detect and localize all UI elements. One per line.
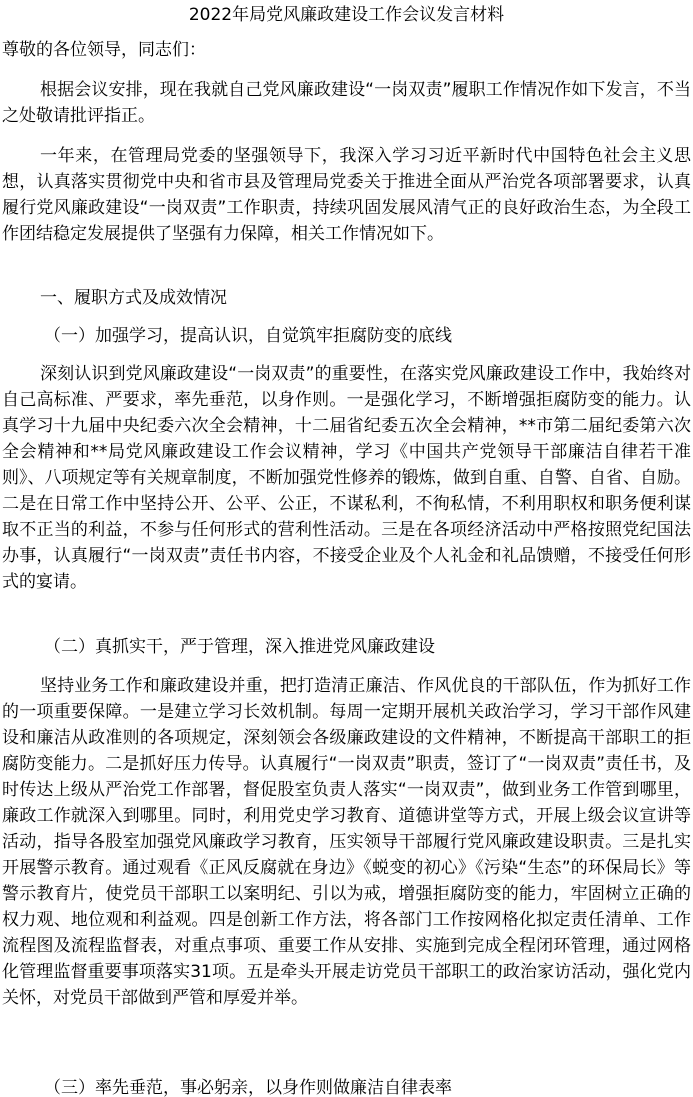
section-1-heading: 一、履职方式及成效情况 xyxy=(40,288,227,308)
subsection-2-body: 坚持业务工作和廉政建设并重，把打造清正廉洁、作风优良的干部队伍，作为抓好工作的一项重要保障。一是建立学习长效机制。每周一定期开展机关政治学习，学习干部作风建设和廉洁从政准则的各项规定，深刻领会各级廉政建设的文件精神，不断提高干部职工的拒腐防变能力。二是抓好压力传导。认真履行“一岗双责”职责，签订了“一岗双责”责任书，及时传达上级从严治党工作部署，督促股室负责人落实“一岗双责”，做到业务工作管到哪里，廉政工作就深入到哪里。同时，利用党史学习教育、道德讲堂等方式，开展上级会议宣讲等活动，指导各股室加强党风廉政学习教育，压实领导干部履行党风廉政建设职责。三是扎实开展警示教育。通过观看《正风反腐就在身边》《蜕变的初心》《污染“生态”的环保局长》等警示教育片，使党员干部职工以案明纪、引以为戒，增强拒腐防变的能力，牢固树立正确的权力观、地位观和利益观。四是创新工作方法，将各部门工作按网格化拟定责任清单、工作流程图及流程监督表，对重点事项、重要工作从安排、实施到完成全程闭环管理，通过网格化管理监督重要事项落实31项。五是牵头开展走访党员干部职工的政治家访活动，强化党内关怀，对党员干部做到严管和厚爱并举。 xyxy=(2,676,691,1008)
overview-paragraph: 一年来，在管理局党委的坚强领导下，我深入学习习近平新时代中国特色社会主义思想，认真落实贯彻党中央和省市县及管理局党委关于推进全面从严治党各项部署要求，认真履行党风廉政建设“一岗双责”工作职责，持续巩固发展风清气正的良好政治生态，为全段工作团结稳定发展提供了坚强有力保障，相关工作情况如下。 xyxy=(2,146,691,244)
subsection-1-heading: （一）加强学习，提高认识，自觉筑牢拒腐防变的底线 xyxy=(44,326,452,346)
salutation: 尊敬的各位领导，同志们： xyxy=(2,40,206,60)
subsection-1-body: 深刻认识到党风廉政建设“一岗双责”的重要性，在落实党风廉政建设工作中，我始终对自己高标准、严要求，率先垂范，以身作则。一是强化学习，不断增强拒腐防变的能力。认真学习十九届中央纪委六次全会精神，十二届省纪委五次全会精神，**市第二届纪委第六次全会精神和**局党风廉政建设工作会议精神，学习《中国共产党领导干部廉洁自律若干准则》、八项规定等有关规章制度，不断加强党性修养的锻炼，做到自重、自警、自省、自励。二是在日常工作中坚持公开、公平、公正，不谋私利，不徇私情，不利用职权和职务便利谋取不正当的利益，不参与任何形式的营利性活动。三是在各项经济活动中严格按照党纪国法办事，认真履行“一岗双责”责任书内容，不接受企业及个人礼金和礼品馈赠，不接受任何形式的宴请。 xyxy=(2,364,691,592)
subsection-3-heading: （三）率先垂范，事必躬亲，以身作则做廉洁自律表率 xyxy=(44,1078,452,1097)
intro-paragraph: 根据会议安排，现在我就自己党风廉政建设“一岗双责”履职工作情况作如下发言，不当之处敬请批评指正。 xyxy=(2,80,691,126)
subsection-2-heading: （二）真抓实干，严于管理，深入推进党风廉政建设 xyxy=(44,637,435,657)
document-title: 2022年局党风廉政建设工作会议发言材料 xyxy=(188,5,505,25)
